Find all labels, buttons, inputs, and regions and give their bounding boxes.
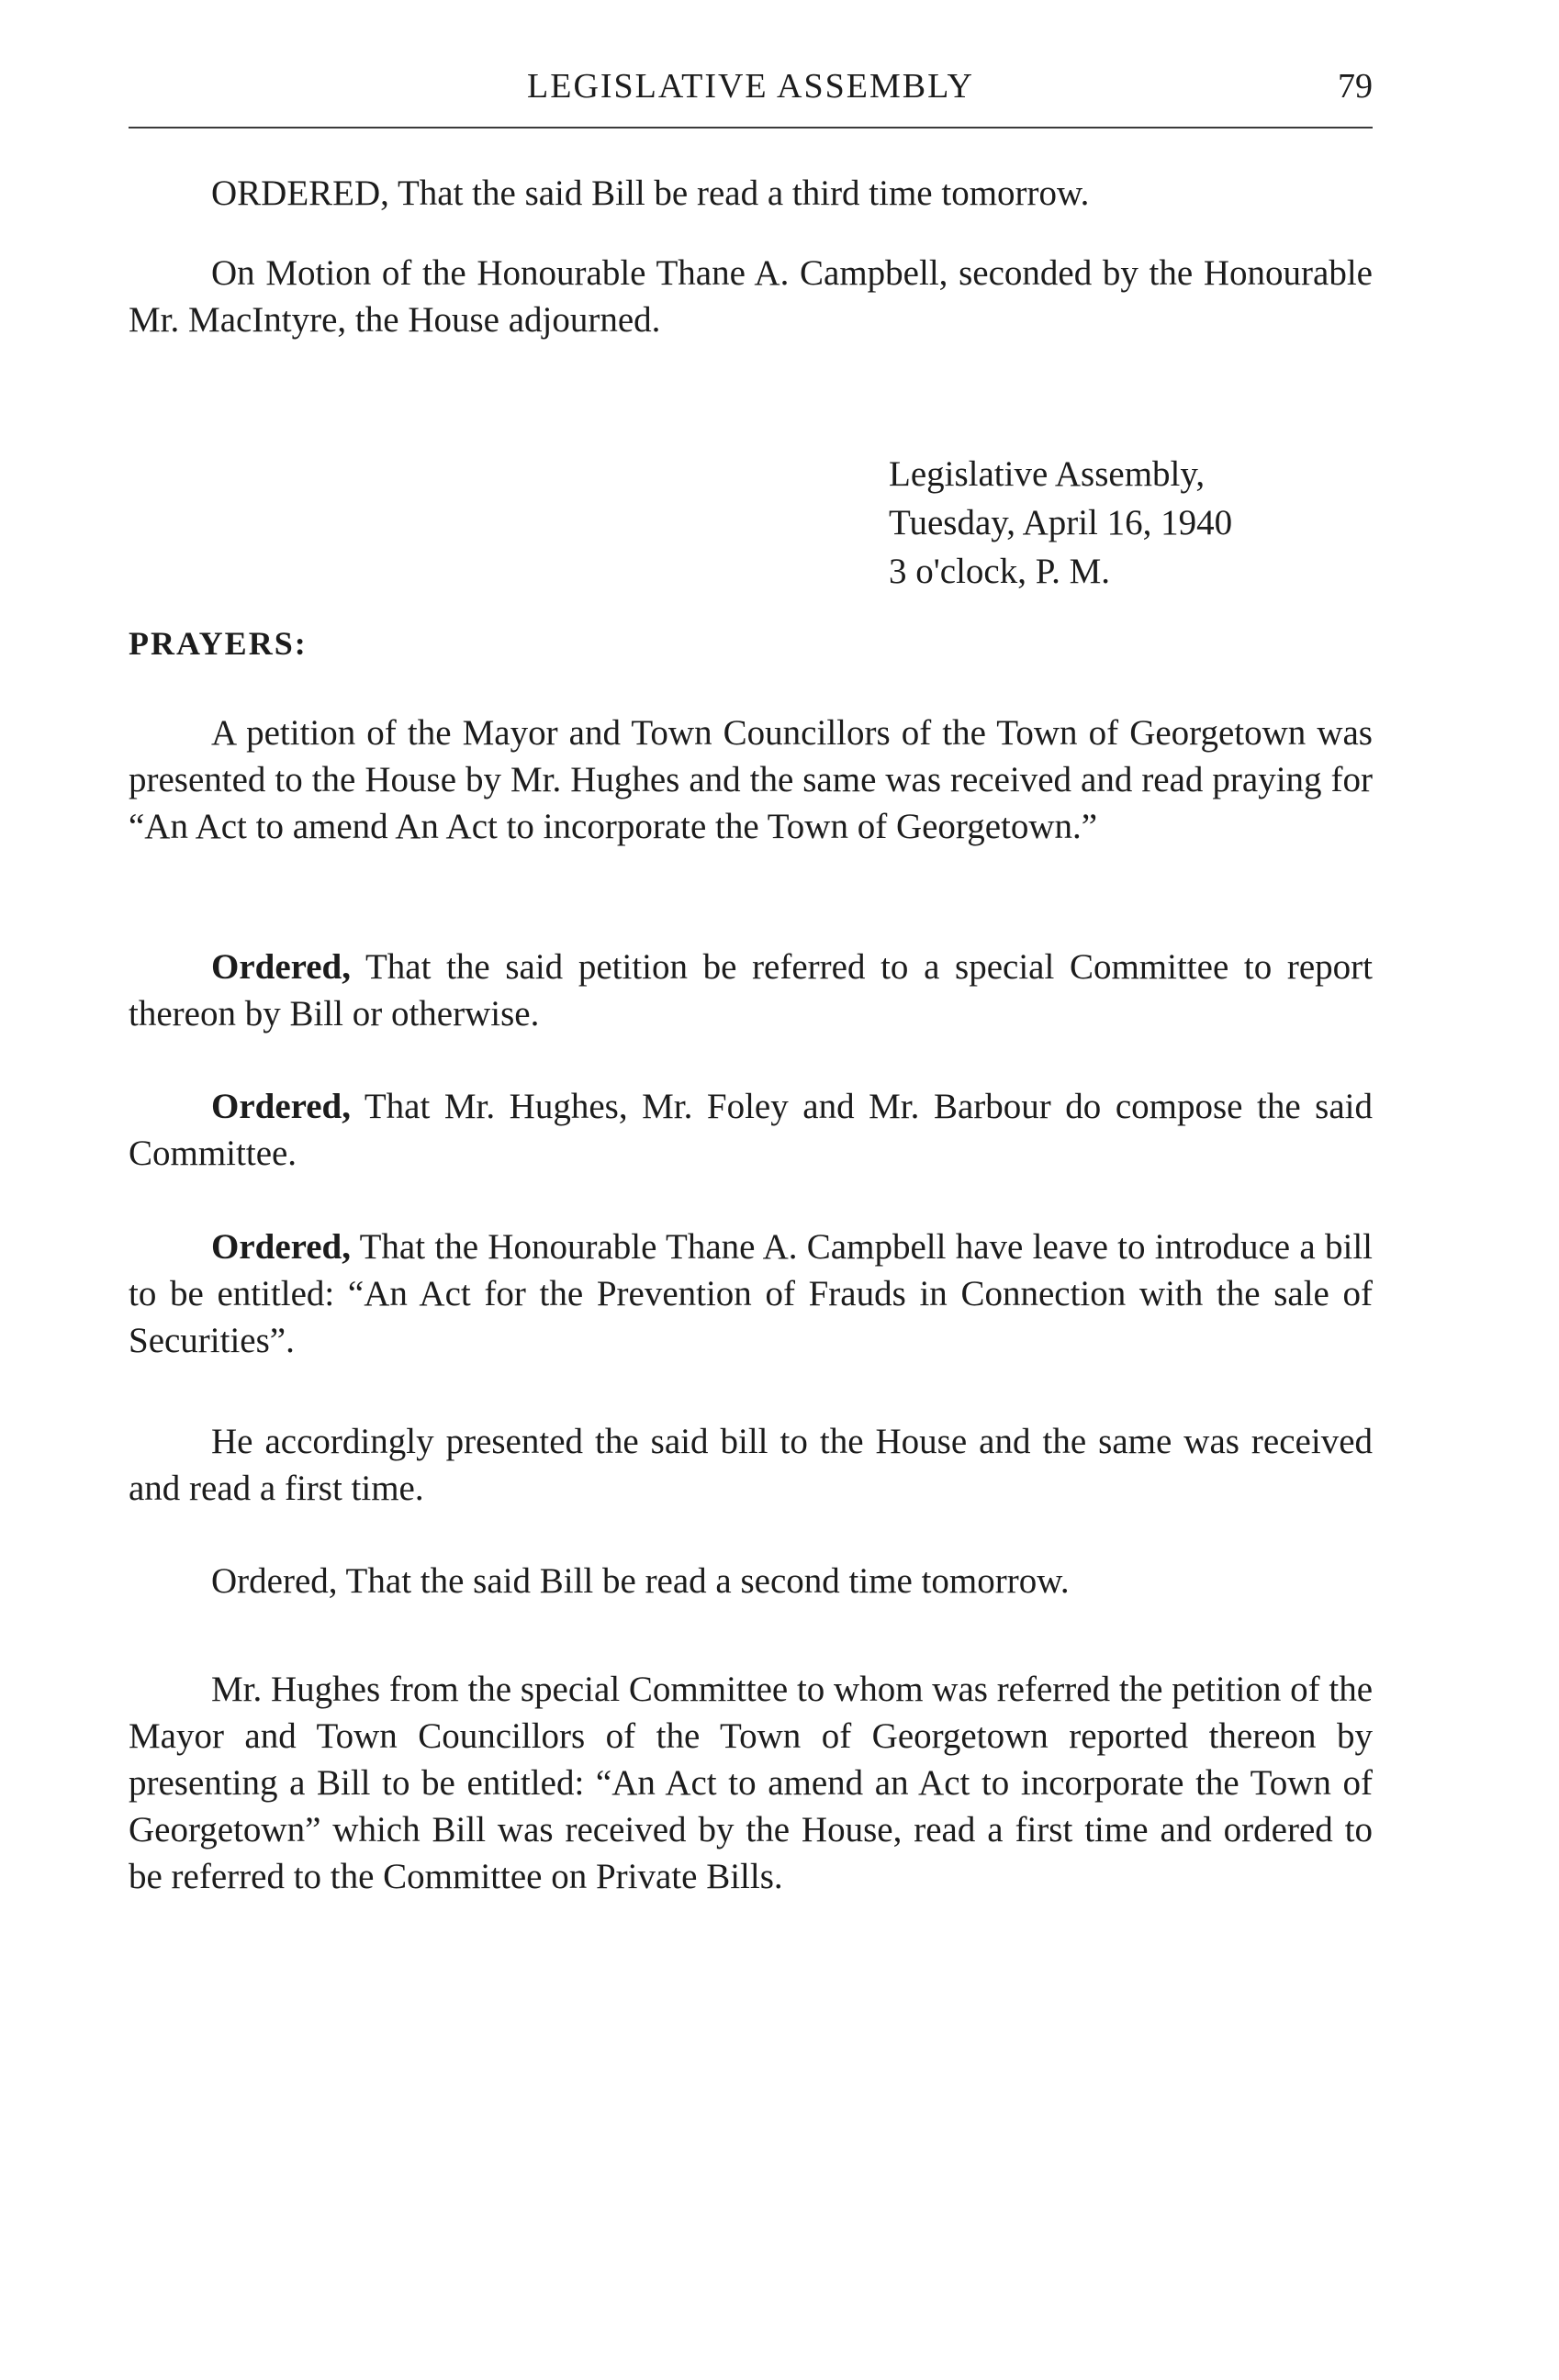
running-title: LEGISLATIVE ASSEMBLY xyxy=(527,67,974,106)
paragraph-ordered-third-reading: ORDERED, That the said Bill be read a third time tomorrow. xyxy=(211,173,1090,213)
dateline-assembly: Legislative Assembly, xyxy=(889,454,1206,494)
paragraph-ordered-leave xyxy=(129,1224,1373,1364)
dateline-date: Tuesday, April 16, 1940 xyxy=(889,503,1233,542)
ordered-lead: Ordered, xyxy=(211,1227,352,1267)
ordered-body: That Mr. Hughes, Mr. Foley and Mr. Barbour do compose the said Committee. xyxy=(129,1087,1373,1173)
dateline xyxy=(889,450,1232,596)
paragraph-first-reading: He accordingly presented the said bill to the House and the same was received and read a first time. xyxy=(129,1422,1373,1508)
running-header xyxy=(129,66,1373,121)
ordered-body: That the Honourable Thane A. Campbell have leave to introduce a bill to be entitled: “An Act for the Prevention of Frauds in Connection with the sale of Securities”. xyxy=(129,1227,1373,1360)
ordered-body: That the said petition be referred to a special Committee to report thereon by Bill or otherwise. xyxy=(129,947,1373,1034)
prayers-heading: PRAYERS: xyxy=(129,625,308,662)
paragraph-committee-report: Mr. Hughes from the special Committee to whom was referred the petition of the Mayor and Town Councillors of the Town of Georgetown reported thereon by presenting a Bill to be entitled: “An Act to amend an Act to incorporate the Town of Georgetown” which Bill was received by the House, read a first time and ordered to be referred to the Committee on Private Bills. xyxy=(129,1670,1374,1896)
dateline-time: 3 o'clock, P. M. xyxy=(889,552,1111,591)
ordered-lead: Ordered, xyxy=(211,947,352,987)
ordered-lead: Ordered, xyxy=(211,1087,352,1126)
header-rule xyxy=(129,127,1373,128)
paragraph-second-reading: Ordered, That the said Bill be read a second time tomorrow. xyxy=(211,1561,1070,1601)
page-number: 79 xyxy=(1338,67,1373,106)
paragraph-ordered-committee xyxy=(129,1083,1373,1177)
paragraph-ordered-referral xyxy=(129,944,1373,1037)
paragraph-motion-adjourned: On Motion of the Honourable Thane A. Campbell, seconded by the Honourable Mr. MacIntyre, the House adjourned. xyxy=(129,253,1373,340)
paragraph-petition: A petition of the Mayor and Town Councillors of the Town of Georgetown was presented to the House by Mr. Hughes and the same was received and read praying for “An Act to amend An Act to incorporate the Town of Georgetown.” xyxy=(129,713,1373,846)
